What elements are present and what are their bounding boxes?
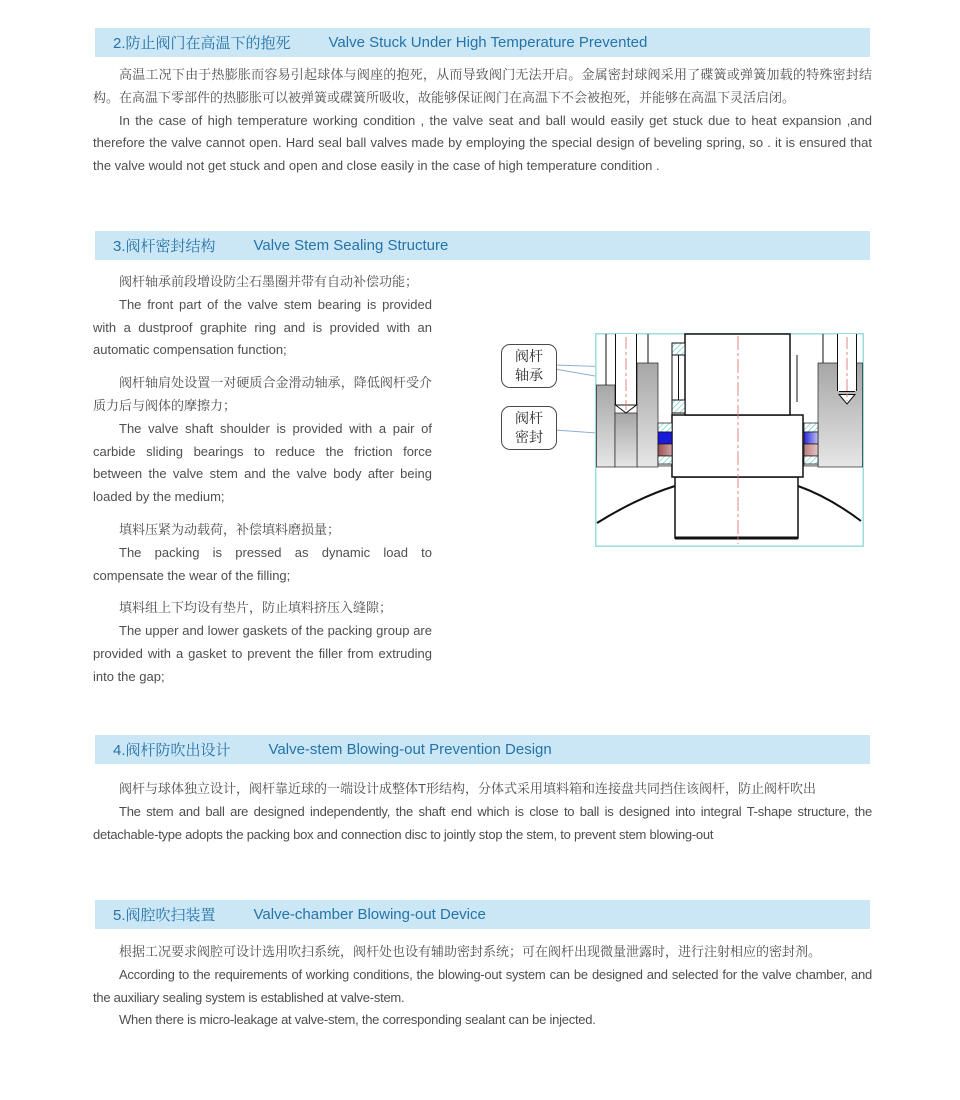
gland-lug-lower: [672, 400, 685, 413]
section-3-pair-1: [93, 271, 432, 362]
stem-seal-stack-left: [658, 423, 672, 464]
stem-seal-stack-right: [804, 423, 818, 464]
lower-stem-block: [675, 477, 798, 538]
section-3-title-zh: 3.阀杆密封结构: [113, 238, 216, 255]
section-4-paragraph-zh: 阀杆与球体独立设计，阀杆靠近球的一端设计成整体T形结构，分体式采用填料箱和连接盘共同挡住该阀杆，防止阀杆吹出: [119, 781, 816, 796]
pair-2-zh: 阀杆轴肩处设置一对硬质合金滑动轴承，降低阀杆受介质力后与阀体的摩擦力；: [93, 375, 432, 413]
section-5-title-zh: 5.阀腔吹扫装置: [113, 907, 216, 924]
section-4-title-en: Valve-stem Blowing-out Prevention Design: [268, 741, 552, 758]
section-4-title-zh: 4.阀杆防吹出设计: [113, 742, 231, 759]
section-3-pair-4: [93, 597, 432, 688]
section-2-title-zh: 2.防止阀门在高温下的抱死: [113, 35, 291, 52]
section-3-pair-2: [93, 372, 432, 509]
section-5-header: [95, 900, 870, 929]
cross-section-drawing: [596, 334, 864, 547]
pair-3-en: The packing is pressed as dynamic load to compensate the wear of the filling;: [93, 544, 432, 583]
section-3-body: [93, 271, 432, 699]
section-5-body: [93, 941, 872, 1032]
section-5-paragraph-en2: When there is micro-leakage at valve-stem, the corresponding sealant can be injected.: [119, 1012, 596, 1028]
callout-stem-seal: [501, 406, 557, 450]
callout-stem-seal-line2: 密封: [515, 429, 543, 445]
callout-stem-bearing-line1: 阀杆: [515, 348, 543, 364]
section-2-paragraph-en: In the case of high temperature working condition , the valve seat and ball would easily get stuck due to heat expansion ,and therefore the valve cannot open. Hard seal ball valves made by employing the special design of beveling spring, so . it is ensured that the valve would not get stuck and open and close easily in the case of high temperature condition .: [93, 112, 872, 174]
section-5-title-en: Valve-chamber Blowing-out Device: [253, 906, 486, 923]
callout-stem-seal-line1: 阀杆: [515, 410, 543, 426]
bolt-left: [616, 334, 637, 413]
callout-stem-bearing-line2: 轴承: [515, 367, 543, 383]
section-2-body: [93, 64, 872, 178]
section-2-paragraph-zh: 高温工况下由于热膨胀而容易引起球体与阀座的抱死，从而导致阀门无法开启。金属密封球阀采用了碟簧或弹簧加载的特殊密封结构。在高温下零部件的热膨胀可以被弹簧或碟簧所吸收，故能够保证阀门在高温下不会被抱死，并能够在高温下灵活启闭。: [93, 67, 872, 105]
section-5-paragraph-en1: According to the requirements of working conditions, the blowing-out system can be designed and selected for the valve chamber, and the auxiliary sealing system is established at valve-stem.: [93, 966, 872, 1005]
pair-2-en: The valve shaft shoulder is provided with a pair of carbide sliding bearings to reduce the friction force between the valve stem and the valve body after being loaded by the medium;: [93, 420, 432, 505]
gland-lug-upper: [672, 343, 685, 355]
section-4-body: [93, 778, 872, 846]
section-4-paragraph-en: The stem and ball are designed independently, the shaft end which is close to ball is designed into integral T-shape structure, the detachable-type adopts the packing box and connection disc to jointly stop the stem, to prevent stem blowing-out: [93, 803, 872, 842]
section-2-title-en: Valve Stuck Under High Temperature Prevented: [328, 34, 648, 51]
pair-1-en: The front part of the valve stem bearing is provided with a dustproof graphite ring and is provided with an automatic compensation function;: [93, 296, 432, 358]
pair-3-zh: 填料压紧为动载荷，补偿填料磨损量；: [119, 521, 341, 537]
valve-stem-column: [685, 334, 790, 415]
section-2-header: [95, 28, 870, 57]
pair-4-zh: 填料组上下均设有垫片，防止填料挤压入缝隙；: [119, 600, 393, 616]
pair-1-zh: 阀杆轴承前段增设防尘石墨圈并带有自动补偿功能；: [119, 274, 419, 289]
section-5-paragraph-zh: 根据工况要求阀腔可设计选用吹扫系统，阀杆处也设有辅助密封系统；可在阀杆出现微量泄露时，进行注射相应的密封剂。: [119, 944, 822, 959]
section-3-pair-3: [93, 519, 432, 587]
section-3-header: [95, 231, 870, 260]
section-3-title-en: Valve Stem Sealing Structure: [253, 237, 449, 254]
pair-4-en: The upper and lower gaskets of the packing group are provided with a gasket to prevent the filler from extruding into the gap;: [93, 623, 432, 684]
callout-stem-bearing: [501, 344, 557, 388]
section-4-header: [95, 735, 870, 764]
packing-box: [672, 415, 803, 477]
